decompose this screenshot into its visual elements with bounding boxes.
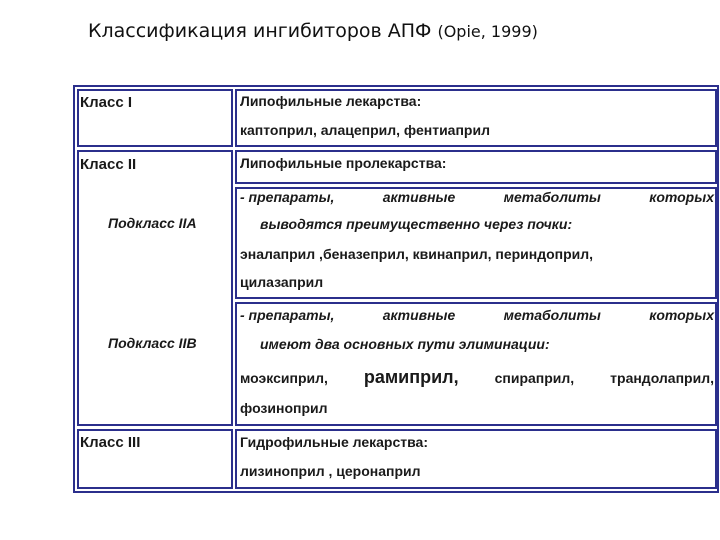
subB-drug: трандолаприл, xyxy=(610,370,714,386)
class2-label: Класс II xyxy=(80,156,137,173)
subB-desc-word: активные xyxy=(382,307,456,323)
class3-type: Гидрофильные лекарства: xyxy=(240,434,428,450)
class3-drugs: лизиноприл , церонаприл xyxy=(240,463,421,479)
subA-drugs-line2: цилазаприл xyxy=(240,274,324,290)
subB-desc-word: метаболиты xyxy=(503,307,601,323)
subA-desc-word: - препараты, xyxy=(240,189,335,205)
subB-drugs-line2: фозиноприл xyxy=(240,400,328,416)
title-main: Классификация ингибиторов АПФ xyxy=(88,20,432,42)
class3-label: Класс III xyxy=(80,434,141,451)
subB-drug-highlight: рамиприл, xyxy=(363,367,459,387)
subB-desc-word: которых xyxy=(649,307,714,323)
subA-desc-word: которых xyxy=(649,189,714,205)
subA-drugs-line1: эналаприл ,беназеприл, квинаприл, периндоприл, xyxy=(240,246,594,262)
title-source: (Opie, 1999) xyxy=(437,22,538,41)
subB-label: Подкласс IIB xyxy=(108,335,197,351)
class2-type: Липофильные пролекарства: xyxy=(240,155,447,171)
subA-desc-word: метаболиты xyxy=(503,189,601,205)
page-title xyxy=(88,20,538,42)
subB-desc-word: - препараты, xyxy=(240,307,335,323)
subA-desc-line1 xyxy=(240,189,714,205)
subA-desc-line2: выводятся преимущественно через почки: xyxy=(260,216,573,232)
subB-desc-line2: имеют два основных пути элиминации: xyxy=(260,336,550,352)
class1-label: Класс I xyxy=(80,94,133,111)
subA-desc-word: активные xyxy=(382,189,456,205)
subB-desc-line1 xyxy=(240,307,714,323)
class1-type: Липофильные лекарства: xyxy=(240,93,422,109)
subB-drug: спираприл, xyxy=(494,370,575,386)
class2-label-cell xyxy=(77,150,233,426)
subB-drug: моэксиприл, xyxy=(240,370,328,386)
subA-label: Подкласс IIA xyxy=(108,215,197,231)
subB-drugs-line1 xyxy=(240,367,714,388)
class1-drugs: каптоприл, алацеприл, фентиаприл xyxy=(240,122,490,138)
